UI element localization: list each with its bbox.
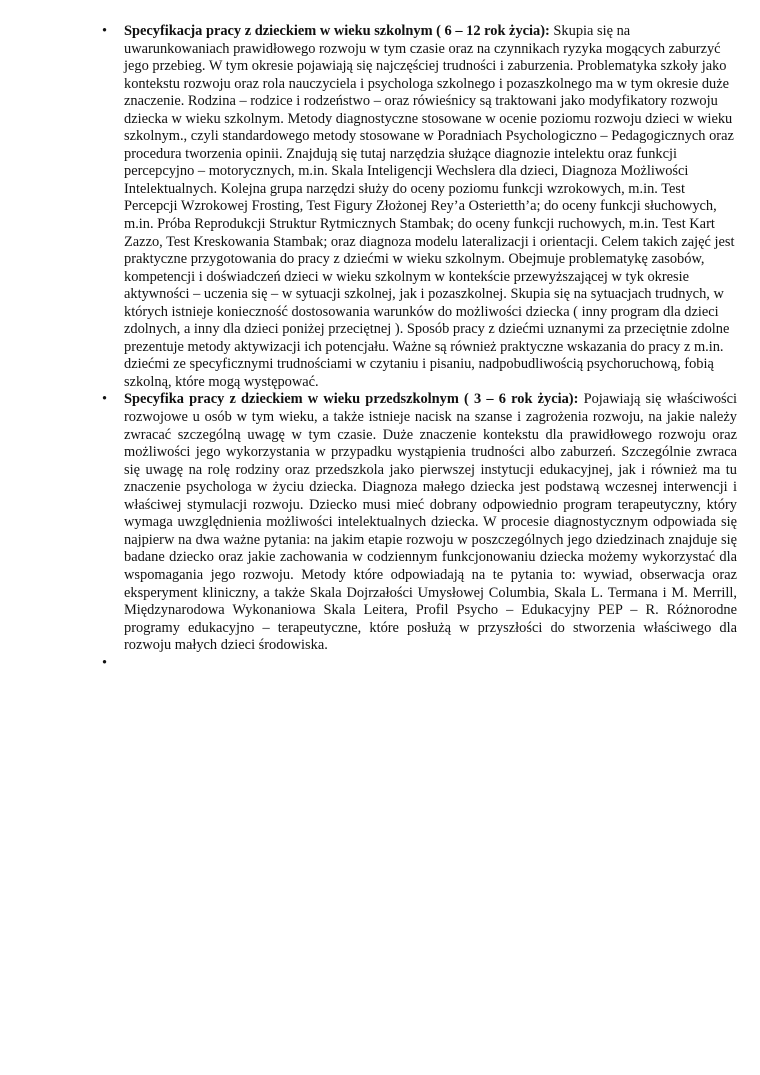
- list-item-school-age: [102, 23, 737, 391]
- list-item-empty: [102, 654, 737, 673]
- item-heading: Specyfikacja pracy z dzieckiem w wieku szkolnym ( 6 – 12 rok życia):: [124, 23, 550, 39]
- item-body: Skupia się na uwarunkowaniach prawidłowego rozwoju w tym czasie oraz na czynnikach ryzyka mogących zaburzyć jego przebieg. W tym okresie pojawiają się najczęściej trudności i zaburzenia. Problematyka szkoły jako kontekstu rozwoju oraz rola nauczyciela i psychologa szkolnego i pozaszkolnego ma w tym okresie duże znaczenie. Rodzina – rodzice i rodzeństwo – oraz rówieśnicy są traktowani jako modyfikatory rozwoju dziecka w wieku szkolnym. Metody diagnostyczne stosowane w ocenie poziomu rozwoju dzieci w wieku szkolnym., czyli standardowego metody stosowane w Poradniach Psychologiczno – Pedagogicznych oraz procedura tworzenia opinii. Znajdują się tutaj narzędzia służące diagnozie intelektu oraz funkcji percepcyjno – motorycznych, m.in. Skala Inteligencji Wechslera dla dzieci, Diagnoza Możliwości Intelektualnych. Kolejna grupa narzędzi służy do oceny poziomu funkcji wzrokowych, m.in. Test Percepcji Wzrokowej Frosting, Test Figury Złożonej Rey’a Osterietth’a; do oceny funkcji słuchowych, m.in. Próba Reprodukcji Struktur Rytmicznych Stambak; do oceny funkcji ruchowych, m.in. Test Kart Zazzo, Test Kreskowania Stambak; oraz diagnoza modelu lateralizacji i orientacji. Celem takich zajęć jest praktyczne przygotowania do pracy z dziećmi w wieku szkolnym. Obejmuje problematykę zasobów, kompetencji i doświadczeń dzieci w wieku szkolnym w kontekście przewyższającej w tyk okresie aktywności – uczenia się – w sytuacji szkolnej, jak i pozaszkolnej. Skupia się na sytuacjach trudnych, w których istnieje konieczność dostosowania warunków do możliwości dziecka ( inny program dla dzieci zdolnych, a inny dla dzieci poniżej przeciętnej ). Sposób pracy z dziećmi uznanymi za przeciętnie zdolne prezentuje metody aktywizacji ich potencjału. Ważne są również praktyczne wskazania do pracy z m.in. dziećmi ze specyficznymi trudnościami w czytaniu i pisaniu, nadpobudliwością psychoruchową, fobią szkolną, które mogą występować.: [124, 23, 735, 390]
- bullet-list: [102, 23, 738, 673]
- bullet-icon: •: [102, 654, 108, 671]
- item-heading: Specyfika pracy z dzieckiem w wieku przedszkolnym ( 3 – 6 rok życia):: [124, 391, 579, 408]
- list-item-preschool-age: [102, 391, 738, 654]
- bullet-icon: •: [102, 391, 108, 408]
- bullet-icon: •: [102, 23, 108, 39]
- item-body: Pojawiają się właściwości rozwojowe u osób w tym wieku, a także istnieje nacisk na szanse i zagrożenia rozwoju, na jakie należy zwracać szczególną uwagę w tym czasie. Duże znaczenie kontekstu dla prawidłowego rozwoju oraz możliwości jego wykorzystania w przypadku wystąpienia trudności albo zaburzeń. Szczególnie zwraca się uwagę na rolę rodziny oraz przedszkola jako pierwszej instytucji edukacyjnej, jak i również ma tu znaczenie psychologa w życiu dziecka. Diagnoza małego dziecka jest podstawą wczesnej interwencji i właściwej stymulacji rozwoju. Dziecko musi mieć dobrany odpowiednio program terapeutyczny, który wymaga uwzględnienia możliwości intelektualnych dziecka. W procesie diagnostycznym odpowiada się najpierw na dwa ważne pytania: na jakim etapie rozwoju w poszczególnych jego dziedzinach znajduje się badane dziecko oraz jakie zachowania w codziennym funkcjonowaniu dziecka możemy wykorzystać dla wspomagania jego rozwoju. Metody które odpowiadają na te pytania to: wywiad, obserwacja oraz eksperyment kliniczny, a także Skala Dojrzałości Umysłowej Columbia, Skala L. Termana i M. Merrill, Międzynarodowa Wykonaniowa Skala Leitera, Profil Psycho – Edukacyjny PEP – R. Różnorodne programy edukacyjno – terapeutyczne, które posłużą w przyszłości do stworzenia właściwego dla rozwoju małych dzieci środowiska.: [124, 391, 738, 654]
